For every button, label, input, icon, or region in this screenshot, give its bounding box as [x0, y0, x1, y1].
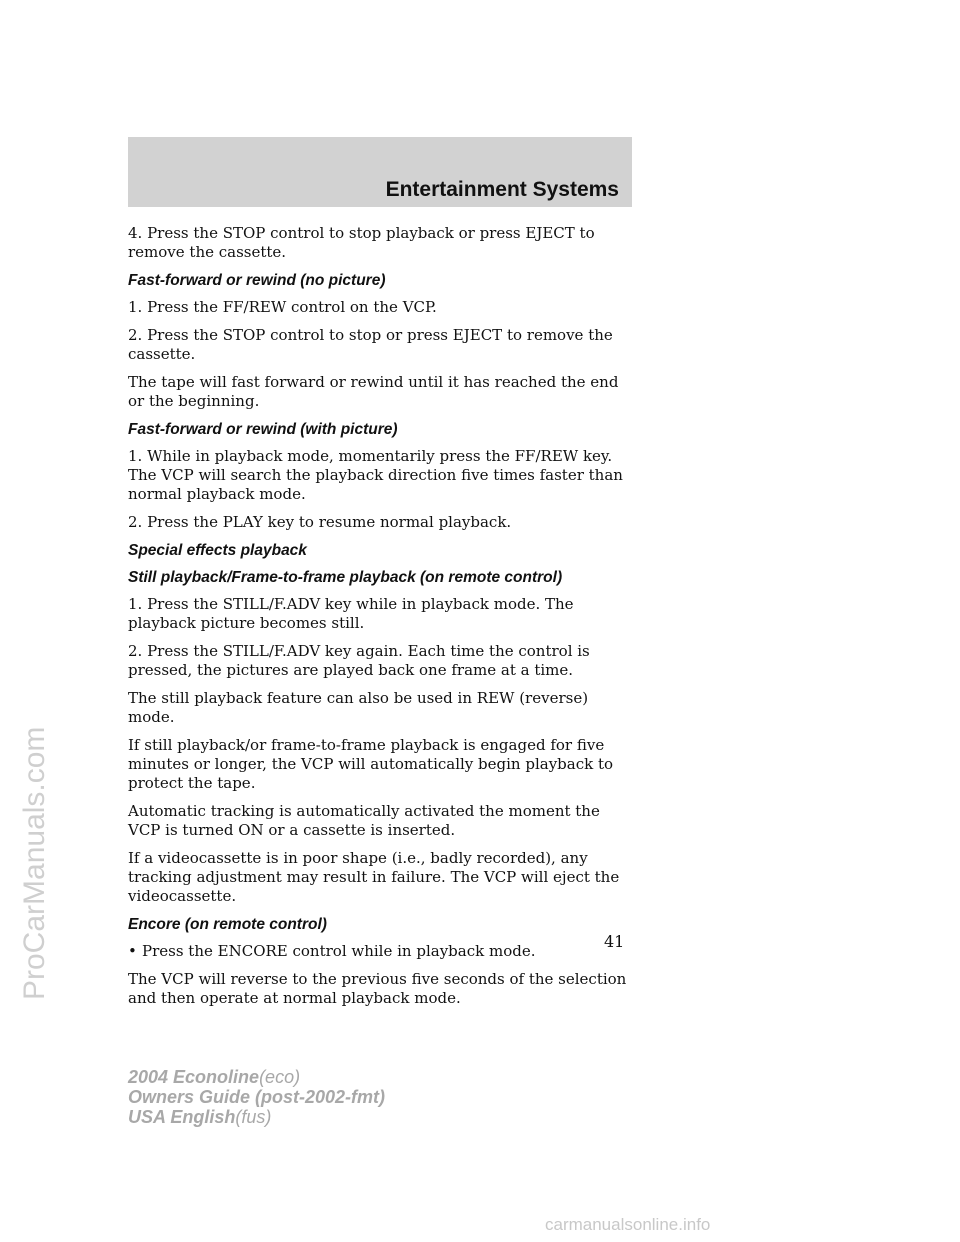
bullet-text: Press the ENCORE control while in playback mode.	[142, 942, 536, 960]
section-header-band	[128, 137, 632, 207]
subheading: Still playback/Frame-to-frame playback (on remote control)	[128, 569, 563, 586]
paragraph: If still playback/or frame-to-frame playback is engaged for five minutes or longer, the VCP will automatically begin playback to protect the tape.	[128, 736, 614, 792]
footer-guide: Owners Guide (post-2002-fmt)	[128, 1087, 386, 1107]
footer-line-model	[128, 1067, 385, 1087]
paragraph: 2. Press the STOP control to stop or press EJECT to remove the cassette.	[128, 326, 613, 363]
footer-line-language	[128, 1107, 385, 1127]
side-watermark	[10, 726, 70, 1000]
page-number: 41	[604, 932, 625, 951]
document-footer	[128, 1067, 385, 1127]
subheading: Fast-forward or rewind (no picture)	[128, 272, 386, 289]
paragraph: The tape will fast forward or rewind until it has reached the end or the beginning.	[128, 373, 619, 410]
page-content	[128, 224, 634, 1017]
bullet-item	[128, 942, 634, 961]
paragraph: 2. Press the PLAY key to resume normal playback.	[128, 513, 512, 531]
paragraph: The VCP will reverse to the previous five seconds of the selection and then operate at normal playback mode.	[128, 970, 627, 1007]
footer-model: 2004 Econoline	[128, 1067, 260, 1087]
footer-language: USA English	[128, 1107, 236, 1127]
bullet-symbol: •	[128, 942, 137, 960]
subheading: Encore (on remote control)	[128, 916, 327, 933]
subheading: Special effects playback	[128, 542, 307, 559]
paragraph: 1. Press the STILL/F.ADV key while in playback mode. The playback picture becomes still.	[128, 595, 574, 632]
paragraph: 4. Press the STOP control to stop playback or press EJECT to remove the cassette.	[128, 224, 595, 261]
paragraph: 1. While in playback mode, momentarily press the FF/REW key. The VCP will search the playback direction five times faster than normal playback mode.	[128, 447, 623, 503]
bottom-watermark: carmanualsonline.info	[545, 1215, 711, 1234]
side-watermark-text: ProCarManuals.com	[18, 726, 51, 1000]
paragraph: Automatic tracking is automatically activated the moment the VCP is turned ON or a cassette is inserted.	[128, 802, 600, 839]
section-title: Entertainment Systems	[385, 178, 619, 201]
footer-language-code: (fus)	[235, 1107, 272, 1127]
paragraph: 1. Press the FF/REW control on the VCP.	[128, 298, 437, 316]
paragraph: 2. Press the STILL/F.ADV key again. Each time the control is pressed, the pictures are played back one frame at a time.	[128, 642, 590, 679]
paragraph: The still playback feature can also be used in REW (reverse) mode.	[128, 689, 589, 726]
subheading: Fast-forward or rewind (with picture)	[128, 421, 398, 438]
paragraph: If a videocassette is in poor shape (i.e., badly recorded), any tracking adjustment may result in failure. The VCP will eject the videocassette.	[128, 849, 620, 905]
footer-model-code: (eco)	[259, 1067, 301, 1087]
